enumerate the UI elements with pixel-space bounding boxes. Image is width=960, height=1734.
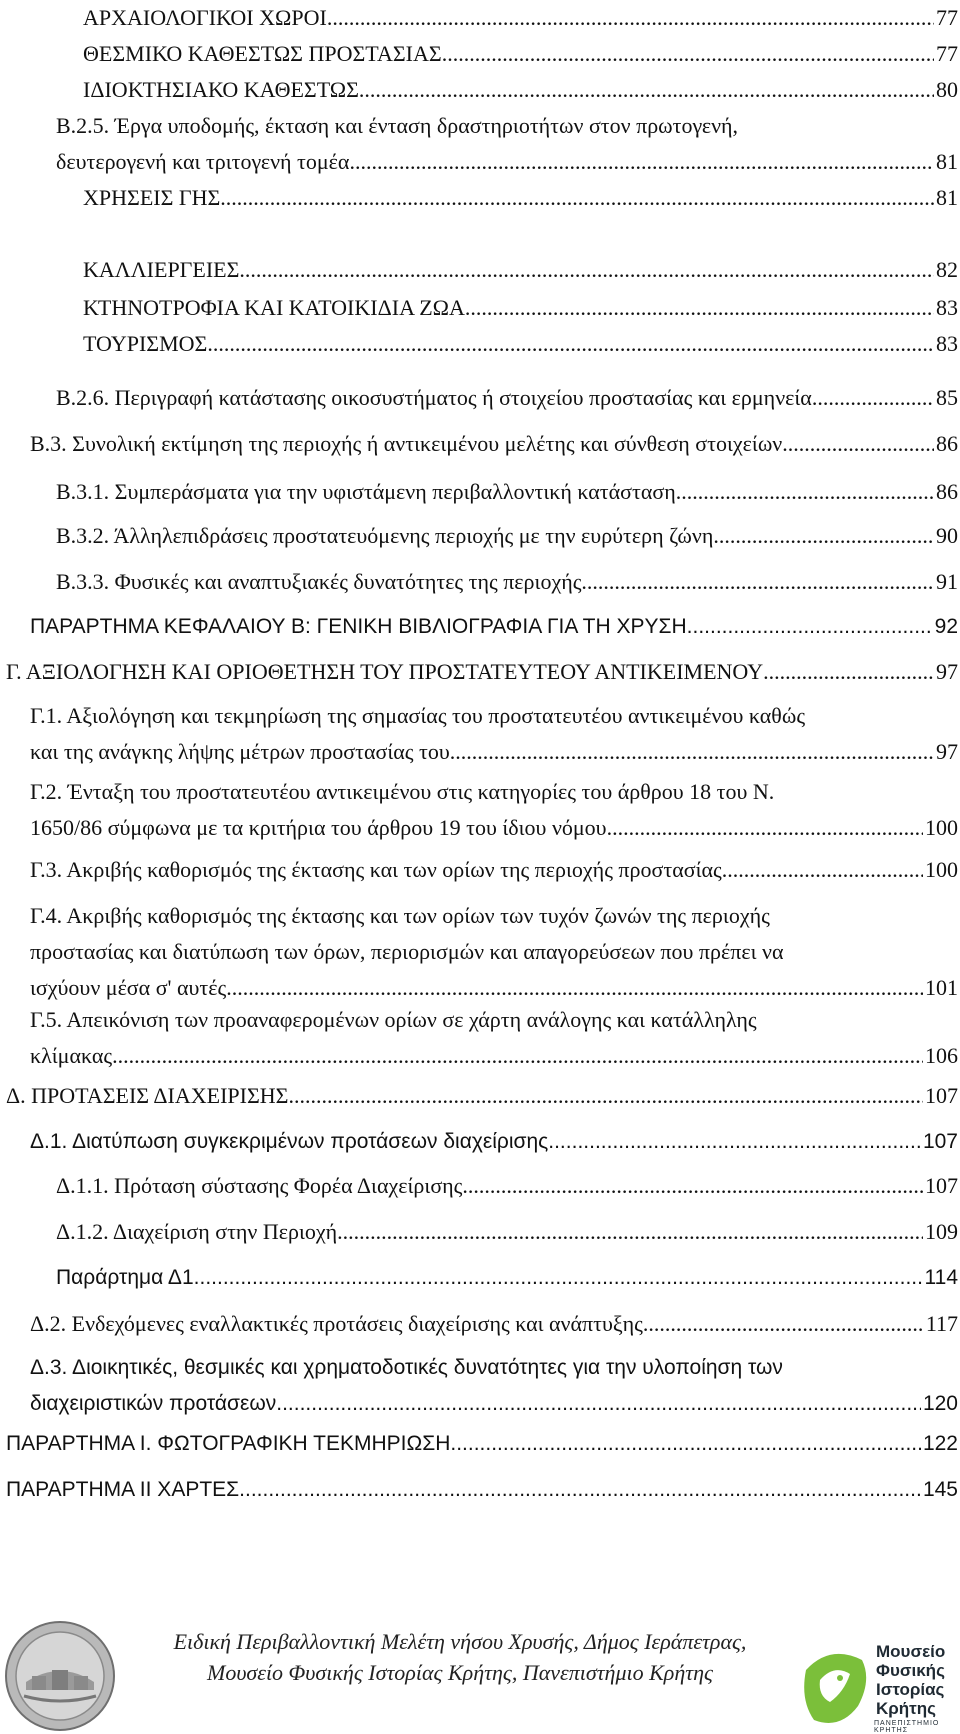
- toc-entry[interactable]: [30, 609, 958, 645]
- toc-dot-leader: [199, 1260, 922, 1296]
- toc-page-number: 86: [936, 479, 958, 504]
- footer-line-1: Ειδική Περιβαλλοντική Μελέτη νήσου Χρυσής, Δήμος Ιεράπετρας,: [173, 1629, 747, 1654]
- toc-page-number: 122: [922, 1432, 958, 1455]
- toc-entry-title: ΤΟΥΡΙΣΜΟΣ: [83, 331, 208, 356]
- museum-logo-text: [876, 1642, 945, 1718]
- toc-entry-title: Β.2.5. Έργα υποδομής, έκταση και ένταση δραστηριοτήτων στον πρωτογενή,: [56, 113, 739, 138]
- toc-entry[interactable]: [56, 474, 958, 510]
- toc-entry[interactable]: [83, 72, 958, 108]
- toc-entry[interactable]: [56, 564, 958, 600]
- toc-dot-leader: [207, 326, 934, 362]
- toc-entry-title: ΚΤΗΝΟΤΡΟΦΙΑ ΚΑΙ ΚΑΤΟΙΚΙΔΙΑ ΖΩΑ: [83, 295, 465, 320]
- toc-dot-leader: [548, 1124, 921, 1160]
- toc-entry[interactable]: [56, 108, 958, 180]
- toc-page-number: 80: [936, 77, 958, 102]
- toc-page-number: 81: [936, 149, 958, 174]
- toc-dot-leader: [462, 1168, 923, 1204]
- museum-line-3: Ιστορίας: [876, 1680, 945, 1699]
- toc-entry-title: Β.3.2. Άλληλεπιδράσεις προστατευόμενης περιοχής με την ευρύτερη ζώνη.: [56, 523, 719, 548]
- toc-entry[interactable]: [30, 852, 958, 888]
- toc-dot-leader: [232, 970, 923, 1006]
- toc-entry-title: 1650/86 σύμφωνα με τα κριτήρια του άρθρου 19 του ίδιου νόμου.: [30, 815, 613, 840]
- toc-entry[interactable]: [6, 1472, 958, 1508]
- toc-entry-title: Γ.1. Αξιολόγηση και τεκμηρίωση της σημασίας του προστατευτέου αντικειμένου καθώς: [30, 703, 806, 728]
- toc-page-number: 107: [925, 1173, 958, 1198]
- toc-entry[interactable]: [30, 1124, 958, 1160]
- toc-entry[interactable]: [56, 380, 958, 416]
- toc-entry[interactable]: [83, 326, 958, 362]
- toc-page-number: 91: [936, 569, 958, 594]
- museum-line-2: Φυσικής: [876, 1661, 945, 1680]
- toc-entry-title: Β.3.3. Φυσικές και αναπτυξιακές δυνατότητες της περιοχής.: [56, 569, 587, 594]
- toc-dot-leader: [220, 180, 934, 216]
- toc-entry-title: Δ.1.2. Διαχείριση στην Περιοχή: [56, 1219, 338, 1244]
- toc-entry-title: κλίμακας.: [30, 1043, 118, 1068]
- toc-dot-leader: [455, 734, 934, 770]
- toc-entry-title: Δ.3. Διοικητικές, θεσμικές και χρηματοδοτικές δυνατότητες για την υλοποίηση των: [30, 1356, 783, 1379]
- toc-entry-title: Γ. ΑΞΙΟΛΟΓΗΣΗ ΚΑΙ ΟΡΙΟΘΕΤΗΣΗ ΤΟΥ ΠΡΟΣΤΑΤΕΥΤΕΟΥ ΑΝΤΙΚΕΙΜΕΝΟΥ: [6, 659, 764, 684]
- toc-dot-leader: [349, 144, 934, 180]
- toc-entry-title: ΙΔΙΟΚΤΗΣΙΑΚΟ ΚΑΘΕΣΤΩΣ: [83, 77, 359, 102]
- toc-dot-leader: [465, 290, 934, 326]
- toc-dot-leader: [450, 1426, 921, 1462]
- municipality-seal-logo: [4, 1620, 116, 1732]
- toc-dot-leader: [239, 1472, 921, 1508]
- toc-page-number: 77: [936, 5, 958, 30]
- toc-entry-title: δευτερογενή και τριτογενή τομέα: [56, 149, 350, 174]
- toc-entry[interactable]: [30, 1002, 958, 1074]
- toc-page-number: 83: [936, 331, 958, 356]
- toc-entry-title: ΠΑΡΑΡΤΗΜΑ ΙΙ ΧΑΡΤΕΣ: [6, 1478, 240, 1501]
- toc-entry[interactable]: [83, 180, 958, 216]
- toc-entry-title: Γ.4. Ακριβής καθορισμός της έκτασης και των ορίων των τυχόν ζωνών της περιοχής: [30, 903, 770, 928]
- toc-entry-title: Β.3.1. Συμπεράσματα για την υφιστάμενη περιβαλλοντική κατάσταση.: [56, 479, 682, 504]
- toc-dot-leader: [782, 426, 934, 462]
- footer-line-2: Μουσείο Φυσικής Ιστορίας Κρήτης, Πανεπιστήμιο Κρήτης: [207, 1660, 713, 1685]
- toc-dot-leader: [687, 609, 933, 645]
- toc-entry[interactable]: [30, 426, 958, 462]
- toc-entry[interactable]: [83, 0, 958, 36]
- toc-page-number: 107: [922, 1130, 958, 1153]
- toc-entry[interactable]: [83, 36, 958, 72]
- toc-dot-leader: [239, 252, 934, 288]
- toc-dot-leader: [442, 36, 934, 72]
- toc-entry[interactable]: [30, 898, 958, 1006]
- toc-page-number: 97: [936, 659, 958, 684]
- toc-page-number: 109: [925, 1219, 958, 1244]
- toc-dot-leader: [359, 72, 934, 108]
- toc-entry[interactable]: [30, 698, 958, 770]
- toc-dot-leader: [118, 1038, 923, 1074]
- museum-subtitle: ΠΑΝΕΠΙΣΤΗΜΙΟ ΚΡΗΤΗΣ: [874, 1720, 940, 1734]
- toc-entry[interactable]: [56, 1260, 958, 1296]
- toc-dot-leader: [681, 474, 934, 510]
- toc-entry-title: διαχειριστικών προτάσεων.: [30, 1392, 283, 1415]
- toc-page-number: 101: [925, 975, 958, 1000]
- toc-entry-title: ΚΑΛΛΙΕΡΓΕΙΕΣ: [83, 257, 240, 282]
- toc-entry-title: Δ. ΠΡΟΤΑΣΕΙΣ ΔΙΑΧΕΙΡΙΣΗΣ: [6, 1083, 289, 1108]
- toc-page-number: 92: [934, 615, 958, 638]
- toc-page-number: 86: [936, 431, 958, 456]
- toc-dot-leader: [719, 518, 934, 554]
- toc-entry[interactable]: [6, 654, 958, 690]
- toc-entry-title: Γ.3. Ακριβής καθορισμός της έκτασης και των ορίων της περιοχής προστασίας.: [30, 857, 728, 882]
- toc-dot-leader: [763, 654, 934, 690]
- toc-dot-leader: [612, 810, 923, 846]
- toc-page-number: 90: [936, 523, 958, 548]
- toc-entry[interactable]: [30, 774, 958, 846]
- toc-entry-title: ΘΕΣΜΙΚΟ ΚΑΘΕΣΤΩΣ ΠΡΟΣΤΑΣΙΑΣ: [83, 41, 442, 66]
- toc-entry-title: Γ.5. Απεικόνιση των προαναφερομένων ορίων σε χάρτη ανάλογης και κατάλληλης: [30, 1007, 757, 1032]
- toc-dot-leader: [817, 380, 934, 416]
- toc-page-number: 106: [925, 1043, 958, 1068]
- toc-entry-title: και της ανάγκης λήψης μέτρων προστασίας του.: [30, 739, 456, 764]
- toc-entry-title: Δ.1. Διατύπωση συγκεκριμένων προτάσεων διαχείρισης: [30, 1130, 549, 1153]
- toc-entry-title: προστασίας και διατύπωση των όρων, περιορισμών και απαγορεύσεων που πρέπει να: [30, 939, 784, 964]
- toc-entry-title: Β.2.6. Περιγραφή κατάστασης οικοσυστήματος ή στοιχείου προστασίας και ερμηνεία.: [56, 385, 818, 410]
- toc-entry-title: ΑΡΧΑΙΟΛΟΓΙΚΟΙ ΧΩΡΟΙ: [83, 5, 327, 30]
- toc-entry-title: ΠΑΡΑΡΤΗΜΑ Ι. ΦΩΤΟΓΡΑΦΙΚΗ ΤΕΚΜΗΡΙΩΣΗ: [6, 1432, 451, 1455]
- toc-entry[interactable]: [56, 1168, 958, 1204]
- toc-entry-title: Παράρτημα Δ1.: [56, 1266, 200, 1289]
- toc-page-number: 145: [922, 1478, 958, 1501]
- toc-entry-title: Δ.2. Ενδεχόμενες εναλλακτικές προτάσεις διαχείρισης και ανάπτυξης.: [30, 1311, 649, 1336]
- toc-entry[interactable]: [83, 252, 958, 288]
- toc-entry-title: ΠΑΡΑΡΤΗΜΑ ΚΕΦΑΛΑΙΟΥ Β: ΓΕΝΙΚΗ ΒΙΒΛΙΟΓΡΑΦΙΑ ΓΙΑ ΤΗ ΧΡΥΣΗ: [30, 615, 687, 638]
- toc-page-number: 97: [936, 739, 958, 764]
- toc-page-number: 107: [925, 1083, 958, 1108]
- toc-page-number: 100: [925, 815, 958, 840]
- toc-entry-title: Δ.1.1. Πρόταση σύστασης Φορέα Διαχείρισης: [56, 1173, 463, 1198]
- toc-dot-leader: [727, 852, 923, 888]
- toc-dot-leader: [648, 1306, 923, 1342]
- toc-page-number: 83: [936, 295, 958, 320]
- toc-page-number: 117: [925, 1311, 958, 1336]
- toc-entry[interactable]: [83, 290, 958, 326]
- toc-dot-leader: [337, 1214, 923, 1250]
- toc-dot-leader: [282, 1386, 921, 1422]
- toc-entry[interactable]: [6, 1078, 958, 1114]
- toc-page-number: 114: [924, 1266, 958, 1289]
- toc-entry-title: Γ.2. Ένταξη του προστατευτέου αντικειμένου στις κατηγορίες του άρθρου 18 του Ν.: [30, 779, 775, 804]
- toc-page-number: 120: [922, 1392, 958, 1415]
- toc-page-number: 82: [936, 257, 958, 282]
- museum-line-4: Κρήτης: [876, 1699, 936, 1718]
- footer-text: [150, 1626, 770, 1688]
- toc-entry[interactable]: [30, 1350, 958, 1422]
- toc-dot-leader: [327, 0, 934, 36]
- toc-page-number: 100: [925, 857, 958, 882]
- toc-entry[interactable]: [56, 1214, 958, 1250]
- toc-entry-title: ισχύουν μέσα σ' αυτές.: [30, 975, 232, 1000]
- toc-entry[interactable]: [56, 518, 958, 554]
- toc-entry[interactable]: [30, 1306, 958, 1342]
- toc-page-number: 81: [936, 185, 958, 210]
- toc-dot-leader: [288, 1078, 923, 1114]
- toc-page-number: 77: [936, 41, 958, 66]
- toc-page-number: 85: [936, 385, 958, 410]
- toc-dot-leader: [587, 564, 934, 600]
- toc-entry[interactable]: [6, 1426, 958, 1462]
- toc-entry-title: ΧΡΗΣΕΙΣ ΓΗΣ: [83, 185, 221, 210]
- museum-line-1: Μουσείο: [876, 1642, 946, 1661]
- toc-entry-title: Β.3. Συνολική εκτίμηση της περιοχής ή αντικειμένου μελέτης και σύνθεση στοιχείων: [30, 431, 783, 456]
